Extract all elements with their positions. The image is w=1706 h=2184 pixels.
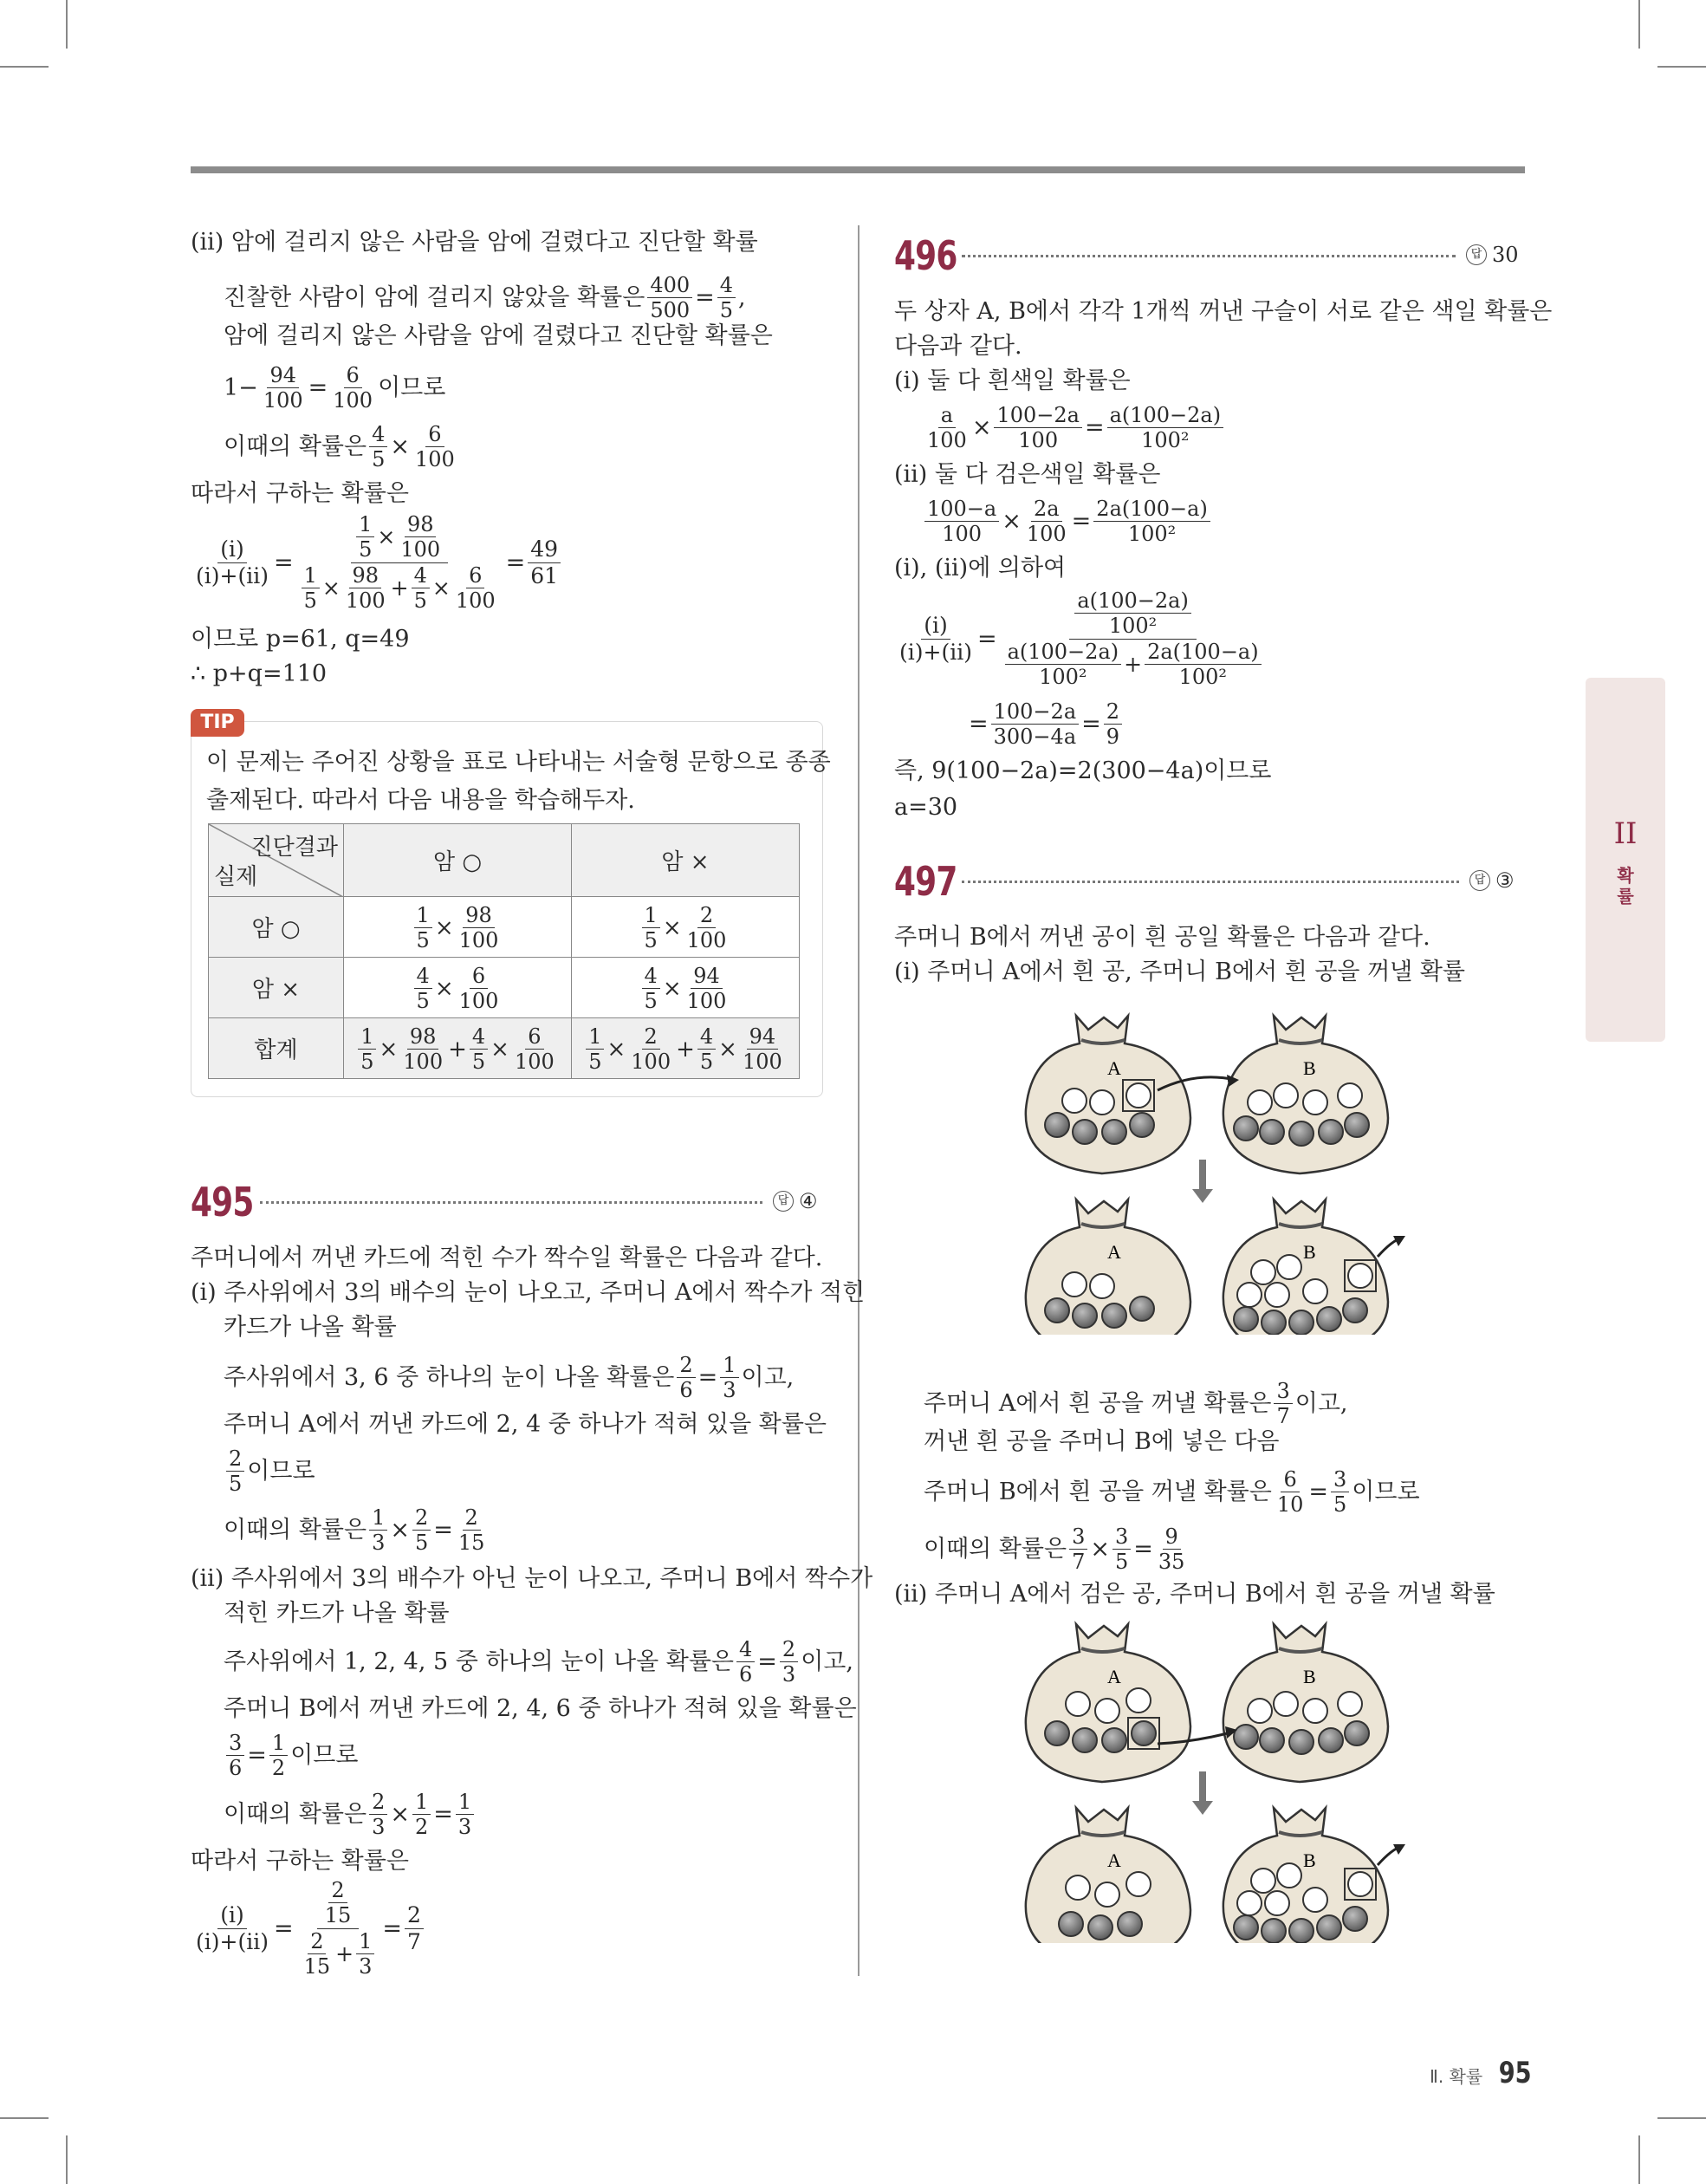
crop-mark xyxy=(0,2117,49,2119)
formula-line: $\frac{2}{5}$ 이므로 xyxy=(224,1447,315,1496)
bag-label: B xyxy=(1303,1849,1316,1871)
fraction: $\frac{6}{100}$ xyxy=(414,422,455,472)
table-row: 암 ○ $\frac{1}{5}$ × $\frac{98}{100}$ $\frac{1}{5}$ × $\frac{2}{100}$ xyxy=(209,897,800,958)
compound-fraction: $\frac{1}{5}$ × $\frac{98}{100}$ $\frac{1}{5}$ × $\frac{98}{100}$ + $\frac{4}{5}$ × $\frac{6}{100}$ xyxy=(296,513,503,613)
text-line: 다음과 같다. xyxy=(894,333,1022,360)
big-formula: $\frac{\text{(ⅰ)}}{\text{(ⅰ)+(ⅱ)}}$ = $\frac{a(100-2a)}{\text{100²}}$ $\frac{a(100-2a)}{\text{100²}}$ + $\frac{2a(100-a)}{\text{100²}}$ xyxy=(894,589,1269,689)
dotted-leader xyxy=(260,1201,762,1204)
fraction: $\frac{6}{100}$ xyxy=(333,363,373,413)
formula-line: = $\frac{100-2a}{300-4a}$ = $\frac{2}{9}$ xyxy=(969,700,1125,749)
answer-icon: 답 xyxy=(1469,870,1490,891)
case-title: (ⅱ) 주사위에서 3의 배수가 아닌 눈이 나오고, 주머니 B에서 짝수가 xyxy=(191,1565,873,1592)
formula-line: 주머니 A에서 흰 공을 꺼낼 확률은 $\frac{3}{7}$ 이고, xyxy=(924,1379,1348,1429)
crop-mark xyxy=(66,2135,68,2184)
answer-icon: 답 xyxy=(773,1191,794,1212)
case-title: (ⅱ) 주머니 A에서 검은 공, 주머니 B에서 흰 공을 꺼낼 확률 xyxy=(894,1581,1495,1608)
fraction: $\frac{4}{5}$ xyxy=(717,274,736,322)
formula-line: 이때의 확률은 $\frac{2}{3}$ × $\frac{1}{2}$ = $\frac{1}{3}$ xyxy=(224,1791,477,1839)
crop-mark xyxy=(66,0,68,49)
tip-badge: TIP xyxy=(191,709,244,737)
case-title: (ⅰ) 주사위에서 3의 배수의 눈이 나오고, 주머니 A에서 짝수가 적힌 xyxy=(191,1279,866,1306)
answer-badge: 답 ④ xyxy=(773,1189,818,1213)
chapter-side-tab: II 확 률 xyxy=(1586,678,1665,1042)
table-cell: $\frac{4}{5}$ × $\frac{94}{100}$ xyxy=(572,958,800,1018)
crop-mark xyxy=(1657,66,1706,68)
page-footer xyxy=(1430,2056,1536,2090)
formula-line: 주사위에서 1, 2, 4, 5 중 하나의 눈이 나올 확률은 $\frac{4}{6}$ = $\frac{2}{3}$ 이고, xyxy=(224,1637,853,1687)
formula-line: $\frac{a}{100}$ × $\frac{100-2a}{100}$ = $\frac{a(100-2a)}{\text{100²}}$ xyxy=(922,404,1226,452)
dotted-leader xyxy=(962,255,1456,257)
bag-label: B xyxy=(1303,1241,1316,1263)
case-title: (ⅱ) 암에 걸리지 않은 사람을 암에 걸렸다고 진단할 확률 xyxy=(191,229,758,256)
case-title: 카드가 나올 확률 xyxy=(224,1314,397,1341)
problem-number: 496 xyxy=(894,232,957,279)
table-header: 암 × xyxy=(572,824,800,897)
tip-text: 출제된다. 따라서 다음 내용을 학습해두자. xyxy=(206,787,635,814)
text-line: 꺼낸 흰 공을 주머니 B에 넣은 다음 xyxy=(924,1428,1280,1455)
big-formula: $\frac{\text{(ⅰ)}}{\text{(ⅰ)+(ⅱ)}}$ = $\frac{1}{5}$ × $\frac{98}{100}$ $\frac{1}{5}$ × $\frac{98}{100}$ + $\frac{4}{5}$ × $\frac{6}{100}$ = $\frac{49}{61}$ xyxy=(191,513,563,613)
header-rule xyxy=(191,166,1525,173)
text-line: 두 상자 A, B에서 각각 1개씩 꺼낸 구슬이 서로 같은 색일 확률은 xyxy=(894,298,1553,325)
formula-line: 이때의 확률은 $\frac{1}{3}$ × $\frac{2}{5}$ = $\frac{2}{15}$ xyxy=(224,1505,485,1556)
text-line: 따라서 구하는 확률은 xyxy=(191,1848,409,1875)
formula-line: 진찰한 사람이 암에 걸리지 않았을 확률은 $\frac{400}{500}$ = $\frac{4}{5}$ , xyxy=(224,273,746,323)
bag-label: A xyxy=(1107,1057,1121,1079)
text-line: 암에 걸리지 않은 사람을 암에 걸렸다고 진단할 확률은 xyxy=(224,322,773,349)
answer-badge: 답 30 xyxy=(1466,243,1519,267)
text-line: 주머니에서 꺼낸 카드에 적힌 수가 짝수일 확률은 다음과 같다. xyxy=(191,1245,823,1271)
bag-label: B xyxy=(1303,1666,1316,1687)
formula-line: 1− $\frac{94}{100}$ = $\frac{6}{100}$ 이므로 xyxy=(224,363,446,413)
answer-badge: 답 ③ xyxy=(1469,868,1515,893)
table-header: 암 ○ xyxy=(344,824,572,897)
bag-label: A xyxy=(1107,1849,1121,1871)
fraction: $\frac{\text{(ⅰ)}}{\text{(ⅰ)+(ⅱ)}}$ xyxy=(196,536,269,588)
text-line: 주머니 A에서 꺼낸 카드에 2, 4 중 하나가 적혀 있을 확률은 xyxy=(224,1411,827,1438)
table-cell: $\frac{1}{5}$ × $\frac{2}{100}$ xyxy=(572,897,800,958)
case-title: (ⅰ), (ⅱ)에 의하여 xyxy=(894,555,1067,582)
column-divider xyxy=(858,225,859,1976)
crop-mark xyxy=(1638,0,1640,49)
problem-number: 497 xyxy=(894,858,957,905)
text-line: 따라서 구하는 확률은 xyxy=(191,480,409,507)
crop-mark xyxy=(1657,2117,1706,2119)
table-row: 암 × $\frac{4}{5}$ × $\frac{6}{100}$ $\frac{4}{5}$ × $\frac{94}{100}$ xyxy=(209,958,800,1018)
page-number: 95 xyxy=(1498,2056,1532,2090)
formula-line: 이때의 확률은 $\frac{3}{7}$ × $\frac{3}{5}$ = $\frac{9}{35}$ xyxy=(924,1524,1185,1575)
fraction: $\frac{94}{100}$ xyxy=(263,363,303,413)
tip-text: 이 문제는 주어진 상황을 표로 나타내는 서술형 문항으로 종종 xyxy=(206,749,831,776)
table-cell: $\frac{4}{5}$ × $\frac{6}{100}$ xyxy=(344,958,572,1018)
text-line: 주머니 B에서 꺼낸 카드에 2, 4, 6 중 하나가 적혀 있을 확률은 xyxy=(224,1695,857,1722)
formula-line: $\frac{3}{6}$ = $\frac{1}{2}$ 이므로 xyxy=(224,1732,358,1780)
crop-mark xyxy=(0,66,49,68)
bag-label: A xyxy=(1107,1241,1121,1263)
answer-icon: 답 xyxy=(1466,244,1487,265)
formula-line: 이때의 확률은 $\frac{4}{5}$ × $\frac{6}{100}$ xyxy=(224,423,460,471)
table-row: 합계 $\frac{1}{5}$ × $\frac{98}{100}$ + $\frac{4}{5}$ × $\frac{6}{100}$ $\frac{1}{5}$ × $\frac{2}{100}$ + $\frac{4}{5}$ × $\frac{94}{100}$ xyxy=(209,1018,800,1079)
crop-mark xyxy=(1638,2135,1640,2184)
tip-table xyxy=(208,823,800,1079)
table-corner: 진단결과 실제 xyxy=(209,824,344,897)
bag-label: A xyxy=(1107,1666,1121,1687)
big-formula: $\frac{\text{(ⅰ)}}{\text{(ⅰ)+(ⅱ)}}$ = $\frac{2}{15}$ $\frac{2}{15}$ + $\frac{1}{3}$ = $\frac{2}{7}$ xyxy=(191,1879,426,1979)
bag-label: B xyxy=(1303,1057,1316,1079)
formula-line: 주머니 B에서 흰 공을 꺼낼 확률은 $\frac{6}{10}$ = $\frac{3}{5}$ 이므로 xyxy=(924,1467,1420,1518)
bag-diagram-2 xyxy=(1005,1614,1412,1943)
dotted-leader xyxy=(962,881,1459,883)
table-cell: $\frac{1}{5}$ × $\frac{98}{100}$ + $\frac{4}{5}$ × $\frac{6}{100}$ xyxy=(344,1018,572,1079)
fraction: $\frac{400}{500}$ xyxy=(647,274,692,322)
table-cell: $\frac{1}{5}$ × $\frac{98}{100}$ xyxy=(344,897,572,958)
table-cell: $\frac{1}{5}$ × $\frac{2}{100}$ + $\frac{4}{5}$ × $\frac{94}{100}$ xyxy=(572,1018,800,1079)
case-title: (ⅰ) 둘 다 흰색일 확률은 xyxy=(894,367,1131,394)
text-line: 이므로 p=61, q=49 xyxy=(191,626,410,653)
formula-line: 주사위에서 3, 6 중 하나의 눈이 나올 확률은 $\frac{2}{6}$ = $\frac{1}{3}$ 이고, xyxy=(224,1353,795,1403)
text-line: ∴ p+q=110 xyxy=(191,660,328,687)
problem-number: 495 xyxy=(191,1179,254,1225)
formula-line: $\frac{100-a}{100}$ × $\frac{2a}{100}$ = $\frac{2a(100-a)}{\text{100²}}$ xyxy=(922,497,1213,546)
text-line: a=30 xyxy=(894,794,958,821)
case-title: (ⅱ) 둘 다 검은색일 확률은 xyxy=(894,461,1161,488)
text-line: 즉, 9(100−2a)=2(300−4a)이므로 xyxy=(894,757,1272,784)
text-line: 주머니 B에서 꺼낸 공이 흰 공일 확률은 다음과 같다. xyxy=(894,924,1430,951)
case-title: (ⅰ) 주머니 A에서 흰 공, 주머니 B에서 흰 공을 꺼낼 확률 xyxy=(894,959,1466,985)
fraction: $\frac{4}{5}$ xyxy=(369,423,387,471)
section-label: Ⅱ. 확률 xyxy=(1430,2066,1483,2087)
bag-diagram-1 xyxy=(1005,997,1412,1335)
fraction: $\frac{49}{61}$ xyxy=(528,537,561,588)
case-title: 적힌 카드가 나올 확률 xyxy=(224,1600,450,1627)
